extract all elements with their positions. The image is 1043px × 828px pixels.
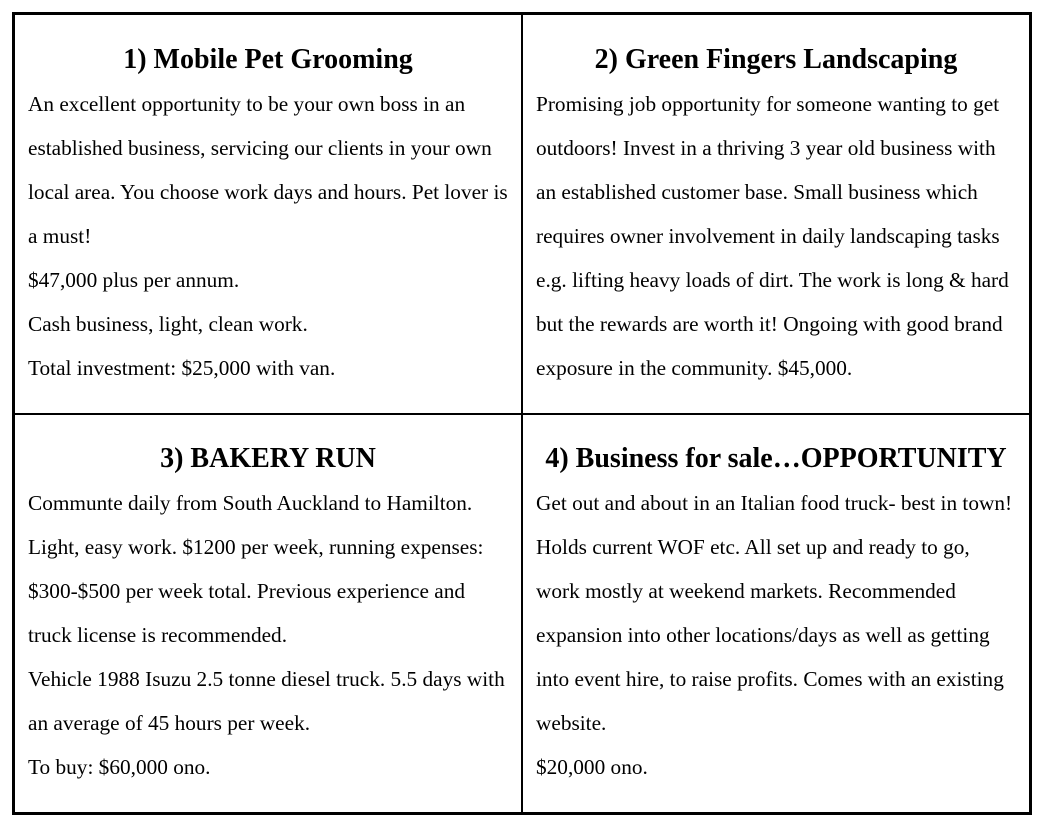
ad-title: 1) Mobile Pet Grooming xyxy=(123,43,413,75)
ad-paragraph: An excellent opportunity to be your own boss in an established business, servicing our clients in your own local area. You choose work days and hours. Pet lover is a must! xyxy=(28,91,508,248)
ad-paragraph: To buy: $60,000 ono. xyxy=(28,755,211,780)
ad-paragraph: $47,000 plus per annum. xyxy=(28,267,240,292)
ad-paragraph: Vehicle 1988 Isuzu 2.5 tonne diesel truck. 5.5 days with an average of 45 hours per week. xyxy=(28,667,505,736)
ad-cell-mobile-pet-grooming xyxy=(14,14,522,414)
ad-paragraph: Communte daily from South Auckland to Hamilton. xyxy=(28,491,473,516)
ad-paragraph: Light, easy work. $1200 per week, running expenses: $300-$500 per week total. Previous experience and truck license is recommended. xyxy=(28,535,484,648)
ad-cell-business-for-sale-opportunity xyxy=(522,414,1030,814)
ads-table xyxy=(12,12,1032,815)
ad-paragraph: Cash business, light, clean work. xyxy=(28,311,308,336)
ad-title: 4) Business for sale…OPPORTUNITY xyxy=(545,443,1007,475)
ad-paragraph: Total investment: $25,000 with van. xyxy=(28,355,336,380)
ad-paragraph: $20,000 ono. xyxy=(536,755,648,780)
ad-cell-bakery-run xyxy=(14,414,522,814)
ad-paragraph: Promising job opportunity for someone wanting to get outdoors! Invest in a thriving 3 year old business with an established customer base. Small business which requires owner involvement in daily landscaping tasks e.g. lifting heavy loads of dirt. The work is long & hard but the rewards are worth it! Ongoing with good brand exposure in the community. $45,000. xyxy=(536,91,1009,380)
ad-title: 2) Green Fingers Landscaping xyxy=(594,43,958,75)
ad-cell-green-fingers-landscaping xyxy=(522,14,1030,414)
ad-paragraph: Get out and about in an Italian food truck- best in town! Holds current WOF etc. All set up and ready to go, work mostly at weekend markets. Recommended expansion into other locations/days as well as getting into event hire, to raise profits. Comes with an existing website. xyxy=(536,491,1013,736)
ad-title: 3) BAKERY RUN xyxy=(160,443,376,475)
